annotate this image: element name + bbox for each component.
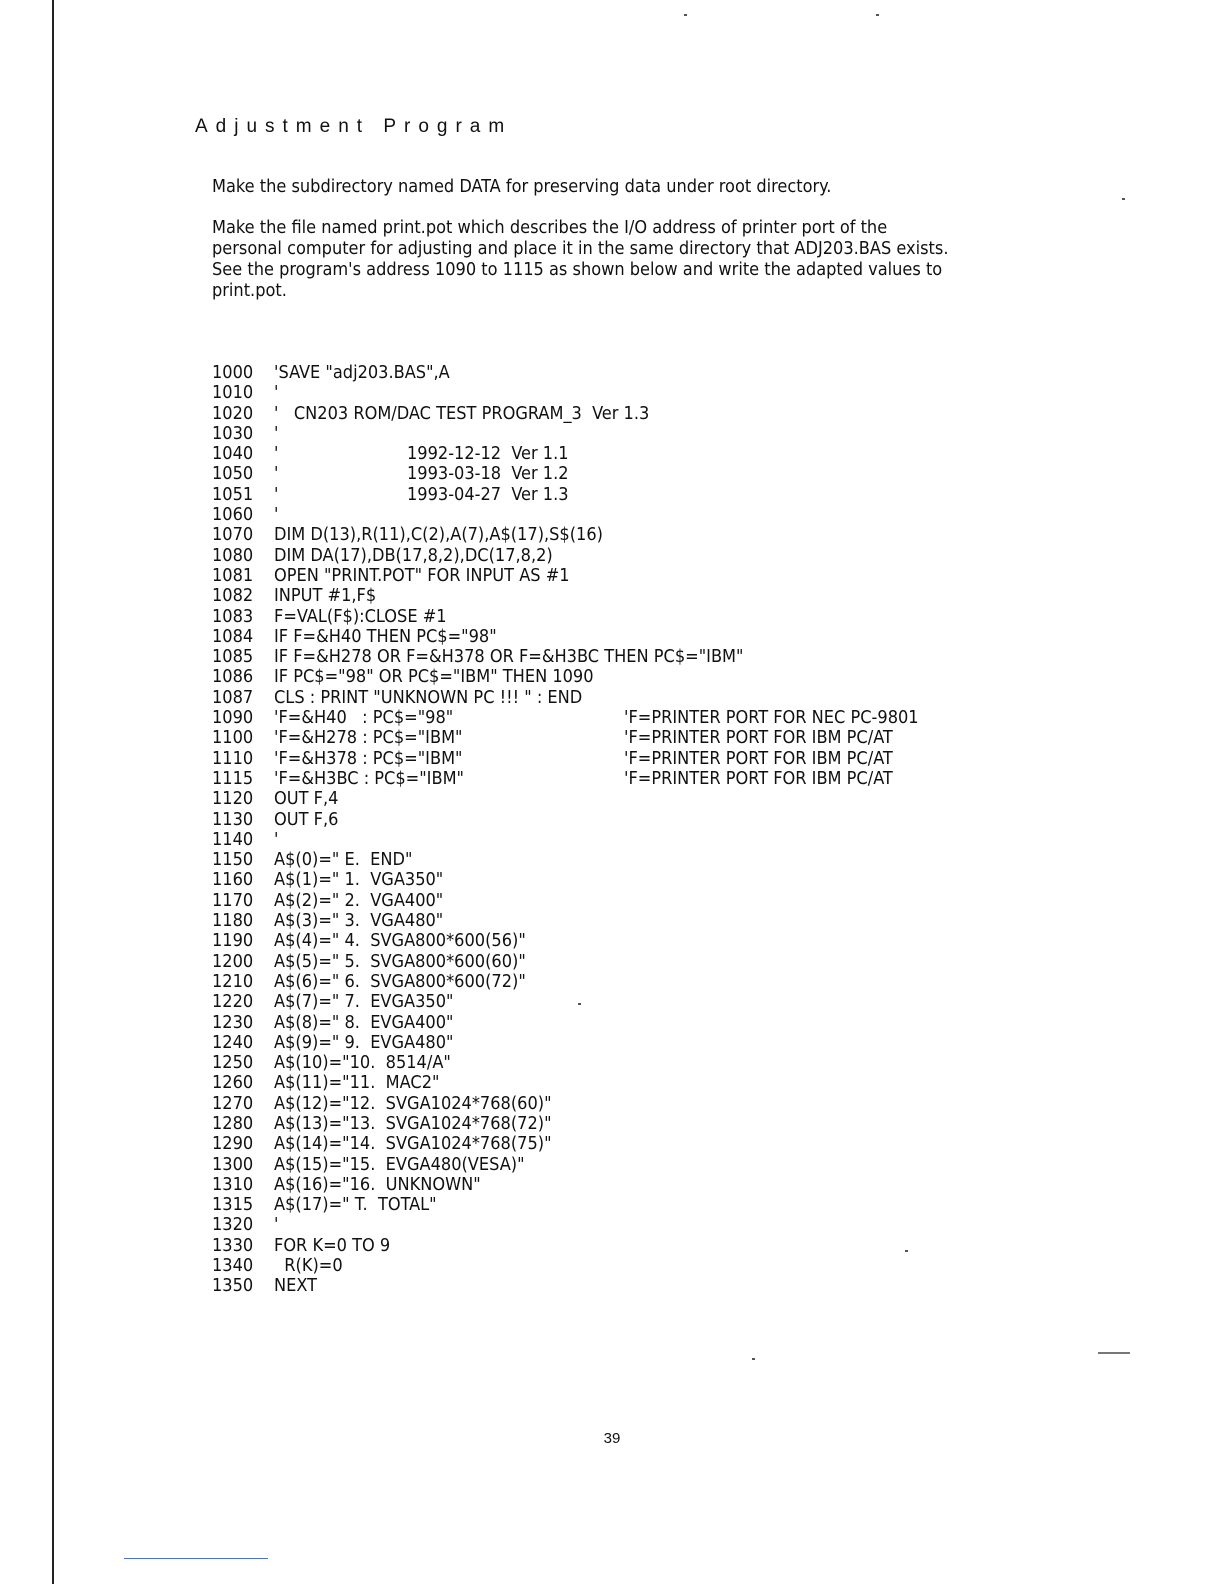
line-number: 1190 — [212, 930, 254, 952]
line-code: A$(17)=" T. TOTAL" — [274, 1194, 437, 1216]
line-code: ' 1993-03-18 Ver 1.2 — [274, 463, 569, 485]
line-number: 1320 — [212, 1214, 254, 1236]
listing-line — [212, 830, 1112, 850]
listing-line — [212, 505, 1112, 525]
line-number: 1110 — [212, 747, 254, 769]
listing-line — [212, 424, 1112, 444]
scan-speck — [876, 14, 879, 16]
listing-line — [212, 992, 1112, 1012]
line-number: 1050 — [212, 463, 254, 485]
line-code: R(K)=0 — [274, 1255, 343, 1277]
listing-line — [212, 1236, 1112, 1256]
line-code: NEXT — [274, 1275, 318, 1297]
line-number: 1081 — [212, 564, 254, 586]
line-code: IF F=&H40 THEN PC$="98" — [274, 625, 497, 647]
scan-speck — [684, 14, 687, 16]
line-number: 1200 — [212, 950, 254, 972]
line-code: IF PC$="98" OR PC$="IBM" THEN 1090 — [274, 666, 594, 688]
listing-line — [212, 1033, 1112, 1053]
line-code: A$(12)="12. SVGA1024*768(60)" — [274, 1092, 552, 1114]
line-number: 1083 — [212, 605, 254, 627]
listing-line — [212, 404, 1112, 424]
line-number: 1051 — [212, 483, 254, 505]
line-code: 'F=&H378 : PC$="IBM" — [274, 747, 463, 769]
listing-line — [212, 1073, 1112, 1093]
line-code: A$(5)=" 5. SVGA800*600(60)" — [274, 950, 526, 972]
line-number: 1040 — [212, 443, 254, 465]
listing-line — [212, 607, 1112, 627]
line-number: 1270 — [212, 1092, 254, 1114]
listing-line — [212, 1155, 1112, 1175]
listing-line — [212, 891, 1112, 911]
listing-line — [212, 1215, 1112, 1235]
line-number: 1085 — [212, 646, 254, 668]
listing-line — [212, 931, 1112, 951]
line-code: OPEN "PRINT.POT" FOR INPUT AS #1 — [274, 564, 570, 586]
line-number: 1120 — [212, 788, 254, 810]
line-code: 'F=&H3BC : PC$="IBM" — [274, 767, 464, 789]
line-code: INPUT #1,F$ — [274, 585, 377, 607]
line-number: 1070 — [212, 524, 254, 546]
line-number: 1300 — [212, 1153, 254, 1175]
line-code: A$(6)=" 6. SVGA800*600(72)" — [274, 970, 526, 992]
intro-paragraph-2: Make the file named print.pot which describes the I/O address of printer port of the personal computer for adjusting and place it in the same directory that ADJ203.BAS exists. See the program's address 1090 to 1115 as shown below and write the adapted values to print.pot. — [212, 217, 949, 301]
line-number: 1020 — [212, 402, 254, 424]
listing-line — [212, 546, 1112, 566]
line-number: 1290 — [212, 1133, 254, 1155]
line-number: 1350 — [212, 1275, 254, 1297]
listing-line — [212, 586, 1112, 606]
line-code: FOR K=0 TO 9 — [274, 1234, 391, 1256]
listing-line — [212, 627, 1112, 647]
line-comment: 'F=PRINTER PORT FOR IBM PC/AT — [624, 747, 893, 769]
line-code: ' — [274, 1214, 279, 1236]
line-number: 1090 — [212, 707, 254, 729]
listing-line — [212, 728, 1112, 748]
line-code: A$(4)=" 4. SVGA800*600(56)" — [274, 930, 526, 952]
line-code: ' 1992-12-12 Ver 1.1 — [274, 443, 569, 465]
bottom-underline — [124, 1558, 268, 1559]
listing-line — [212, 952, 1112, 972]
line-number: 1010 — [212, 382, 254, 404]
line-code: A$(13)="13. SVGA1024*768(72)" — [274, 1112, 552, 1134]
listing-line — [212, 688, 1112, 708]
line-number: 1330 — [212, 1234, 254, 1256]
line-code: ' — [274, 382, 279, 404]
listing-line — [212, 485, 1112, 505]
line-number: 1210 — [212, 970, 254, 992]
line-number: 1084 — [212, 625, 254, 647]
line-number: 1030 — [212, 422, 254, 444]
line-number: 1130 — [212, 808, 254, 830]
line-comment: 'F=PRINTER PORT FOR IBM PC/AT — [624, 767, 893, 789]
line-code: 'F=&H40 : PC$="98" — [274, 707, 454, 729]
intro-paragraph-1: Make the subdirectory named DATA for preserving data under root directory. — [212, 176, 832, 197]
listing-line — [212, 972, 1112, 992]
line-number: 1080 — [212, 544, 254, 566]
line-number: 1086 — [212, 666, 254, 688]
listing-line — [212, 810, 1112, 830]
line-number: 1170 — [212, 889, 254, 911]
line-code: A$(0)=" E. END" — [274, 849, 413, 871]
listing-line — [212, 850, 1112, 870]
line-code: A$(11)="11. MAC2" — [274, 1072, 440, 1094]
line-code: DIM D(13),R(11),C(2),A(7),A$(17),S$(16) — [274, 524, 603, 546]
scan-speck — [1122, 198, 1125, 200]
line-number: 1310 — [212, 1173, 254, 1195]
listing-line — [212, 464, 1112, 484]
scan-speck — [1098, 1352, 1130, 1354]
listing-line — [212, 708, 1112, 728]
page-number: 39 — [603, 1430, 621, 1447]
listing-line — [212, 444, 1112, 464]
line-code: ' — [274, 828, 279, 850]
line-number: 1250 — [212, 1052, 254, 1074]
listing-line — [212, 566, 1112, 586]
program-listing — [212, 363, 1112, 1297]
listing-line — [212, 383, 1112, 403]
listing-line — [212, 1175, 1112, 1195]
scan-speck — [905, 1250, 908, 1252]
line-code: CLS : PRINT "UNKNOWN PC !!! " : END — [274, 686, 583, 708]
listing-line — [212, 870, 1112, 890]
listing-line — [212, 749, 1112, 769]
line-comment: 'F=PRINTER PORT FOR IBM PC/AT — [624, 727, 893, 749]
line-code: DIM DA(17),DB(17,8,2),DC(17,8,2) — [274, 544, 553, 566]
line-code: OUT F,4 — [274, 788, 339, 810]
line-code: A$(16)="16. UNKNOWN" — [274, 1173, 481, 1195]
listing-line — [212, 1013, 1112, 1033]
line-number: 1180 — [212, 910, 254, 932]
line-number: 1160 — [212, 869, 254, 891]
line-code: ' — [274, 422, 279, 444]
line-number: 1340 — [212, 1255, 254, 1277]
listing-line — [212, 1256, 1112, 1276]
listing-line — [212, 1094, 1112, 1114]
line-code: A$(7)=" 7. EVGA350" — [274, 991, 454, 1013]
listing-line — [212, 1195, 1112, 1215]
line-code: ' CN203 ROM/DAC TEST PROGRAM_3 Ver 1.3 — [274, 402, 650, 424]
listing-line — [212, 647, 1112, 667]
line-code: 'SAVE "adj203.BAS",A — [274, 362, 450, 383]
line-number: 1140 — [212, 828, 254, 850]
line-number: 1230 — [212, 1011, 254, 1033]
line-code: ' — [274, 504, 279, 526]
line-code: A$(1)=" 1. VGA350" — [274, 869, 444, 891]
line-number: 1150 — [212, 849, 254, 871]
line-code: F=VAL(F$):CLOSE #1 — [274, 605, 447, 627]
line-code: ' 1993-04-27 Ver 1.3 — [274, 483, 569, 505]
line-code: A$(8)=" 8. EVGA400" — [274, 1011, 454, 1033]
line-number: 1220 — [212, 991, 254, 1013]
listing-line — [212, 911, 1112, 931]
line-number: 1082 — [212, 585, 254, 607]
scan-speck — [578, 1003, 581, 1005]
listing-line — [212, 667, 1112, 687]
line-code: A$(2)=" 2. VGA400" — [274, 889, 444, 911]
line-number: 1115 — [212, 767, 254, 789]
line-code: A$(3)=" 3. VGA480" — [274, 910, 444, 932]
line-number: 1000 — [212, 362, 254, 383]
listing-line — [212, 789, 1112, 809]
listing-line — [212, 363, 1112, 383]
line-comment: 'F=PRINTER PORT FOR NEC PC-9801 — [624, 707, 919, 729]
listing-line — [212, 525, 1112, 545]
line-number: 1060 — [212, 504, 254, 526]
listing-line — [212, 769, 1112, 789]
line-code: A$(9)=" 9. EVGA480" — [274, 1031, 454, 1053]
listing-line — [212, 1276, 1112, 1296]
scan-speck — [752, 1358, 755, 1360]
line-number: 1240 — [212, 1031, 254, 1053]
listing-line — [212, 1114, 1112, 1134]
line-number: 1087 — [212, 686, 254, 708]
line-code: OUT F,6 — [274, 808, 339, 830]
intro-text — [212, 176, 1152, 321]
line-code: A$(15)="15. EVGA480(VESA)" — [274, 1153, 525, 1175]
left-margin-rule — [52, 0, 54, 1584]
page-heading: Adjustment Program — [195, 116, 513, 137]
line-code: 'F=&H278 : PC$="IBM" — [274, 727, 463, 749]
line-code: A$(10)="10. 8514/A" — [274, 1052, 451, 1074]
line-number: 1315 — [212, 1194, 254, 1216]
listing-line — [212, 1053, 1112, 1073]
line-number: 1100 — [212, 727, 254, 749]
listing-line — [212, 1134, 1112, 1154]
line-number: 1260 — [212, 1072, 254, 1094]
line-code: IF F=&H278 OR F=&H378 OR F=&H3BC THEN PC$="IBM" — [274, 646, 744, 668]
line-code: A$(14)="14. SVGA1024*768(75)" — [274, 1133, 552, 1155]
line-number: 1280 — [212, 1112, 254, 1134]
